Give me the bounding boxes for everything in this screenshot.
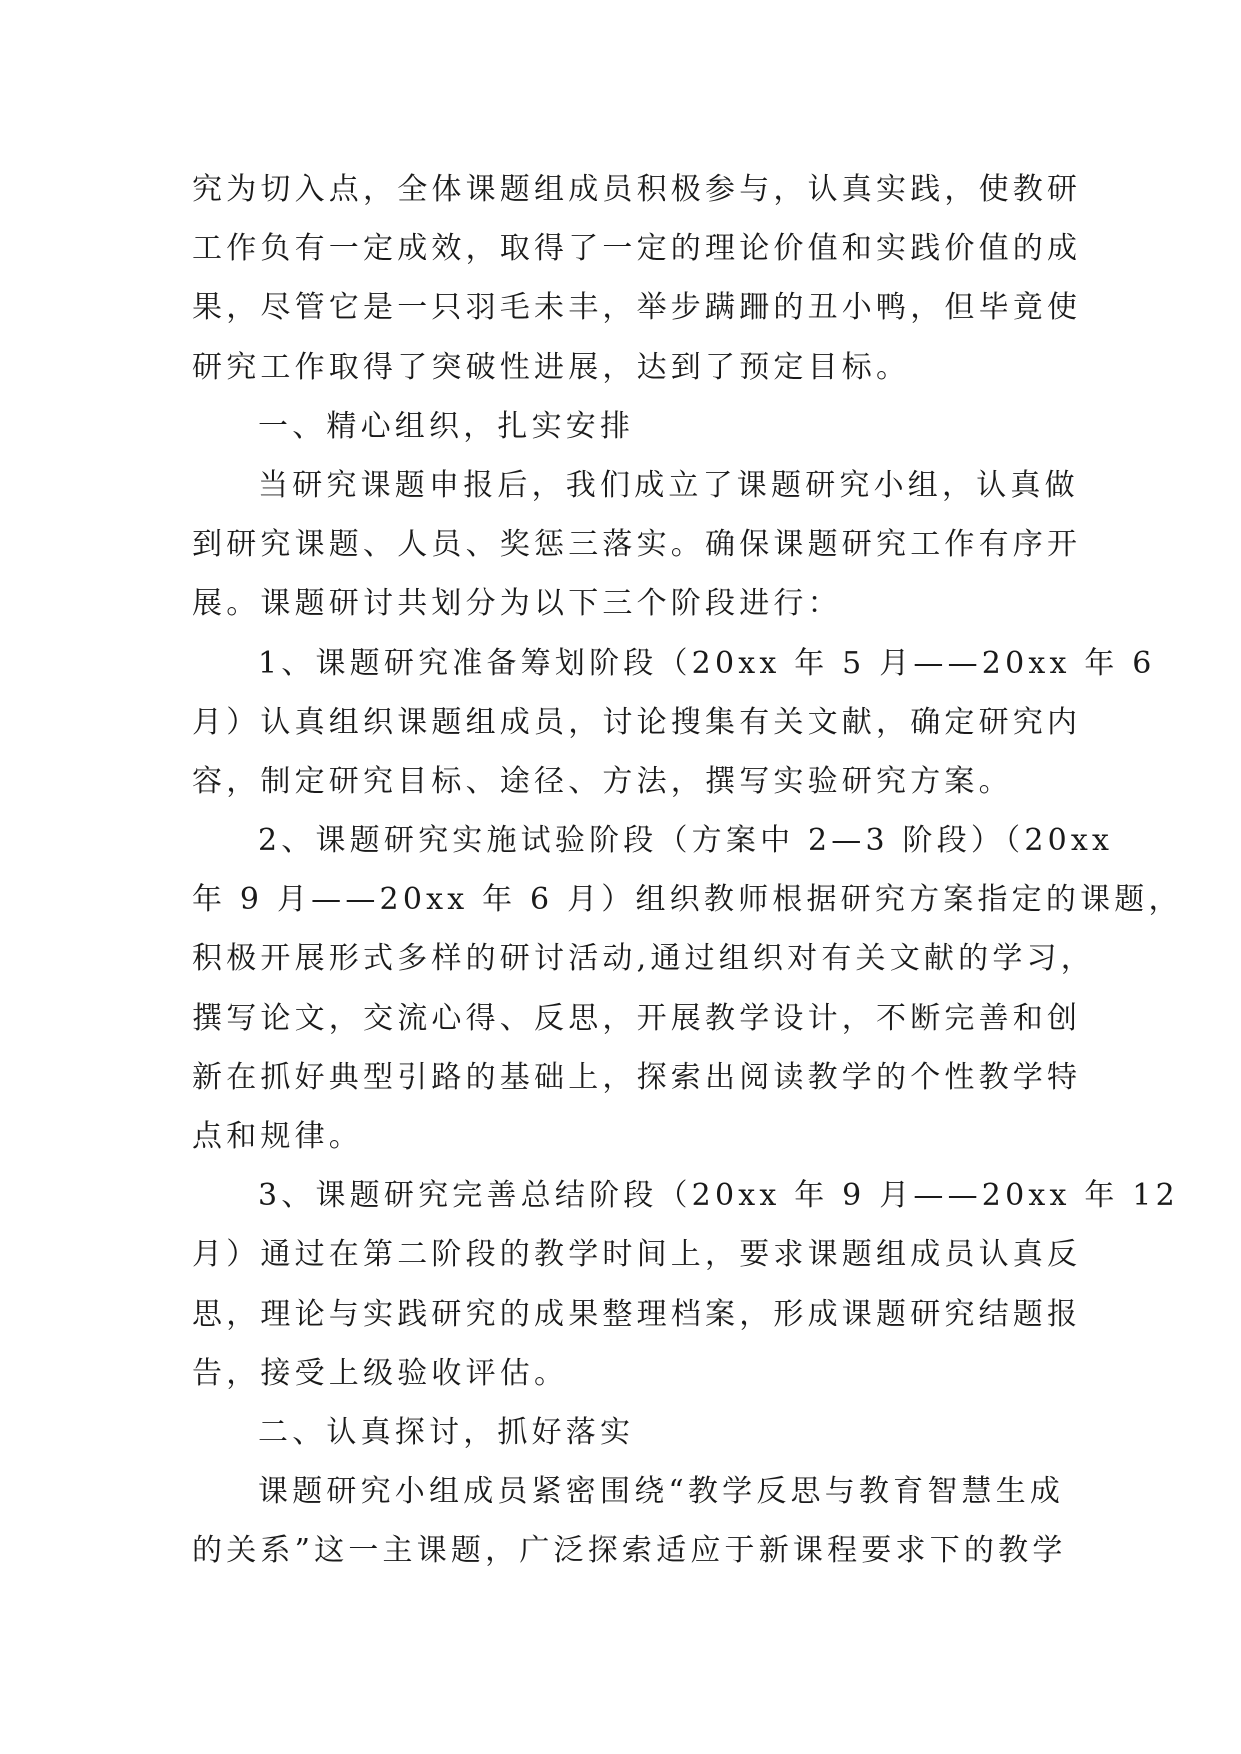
- text-line: 工作负有一定成效，取得了一定的理论价值和实践价值的成: [192, 231, 1082, 267]
- text-line: 容，制定研究目标、途径、方法，撰写实验研究方案。: [192, 763, 1013, 799]
- text-line: 展。课题研讨共划分为以下三个阶段进行：: [192, 586, 842, 622]
- text-line: 到研究课题、人员、奖惩三落实。确保课题研究工作有序开: [192, 527, 1082, 563]
- text-line: 月）通过在第二阶段的教学时间上，要求课题组成员认真反: [192, 1237, 1082, 1273]
- text-line: 思，理论与实践研究的成果整理档案，形成课题研究结题报: [192, 1296, 1082, 1332]
- text-line: 究为切入点，全体课题组成员积极参与，认真实践，使教研: [192, 172, 1082, 207]
- text-line: 3、课题研究完善总结阶段（20xx 年 9 月——20xx 年 12: [258, 1178, 1179, 1214]
- text-line: 课题研究小组成员紧密围绕“教学反思与教育智慧生成: [258, 1474, 1065, 1510]
- text-line: 研究工作取得了突破性进展，达到了预定目标。: [192, 349, 911, 385]
- text-line: 的关系”这一主课题，广泛探索适应于新课程要求下的教学: [192, 1533, 1067, 1569]
- text-line: 2、课题研究实施试验阶段（方案中 2—3 阶段）（20xx: [258, 823, 1114, 859]
- document-body: [192, 160, 1183, 1581]
- text-line: 1、课题研究准备筹划阶段（20xx 年 5 月——20xx 年 6: [258, 645, 1156, 681]
- text-line: 新在抓好典型引路的基础上，探索出阅读教学的个性教学特: [192, 1059, 1082, 1095]
- text-line: 告，接受上级验收评估。: [192, 1355, 569, 1391]
- text-line: 积极开展形式多样的研讨活动,通过组织对有关文献的学习，: [192, 941, 1095, 977]
- text-line: 年 9 月——20xx 年 6 月）组织教师根据研究方案指定的课题，: [192, 882, 1183, 918]
- text-line: 果，尽管它是一只羽毛未丰，举步蹒跚的丑小鸭，但毕竟使: [192, 290, 1082, 326]
- text-line: 点和规律。: [192, 1119, 363, 1154]
- text-line: 二、认真探讨，抓好落实: [258, 1414, 635, 1450]
- text-line: 月）认真组织课题组成员，讨论搜集有关文献，确定研究内: [192, 704, 1082, 740]
- text-line: 当研究课题申报后，我们成立了课题研究小组，认真做: [258, 467, 1079, 503]
- text-line: 一、精心组织，扎实安排: [258, 408, 635, 444]
- text-line: 撰写论文，交流心得、反思，开展教学设计，不断完善和创: [192, 1000, 1082, 1036]
